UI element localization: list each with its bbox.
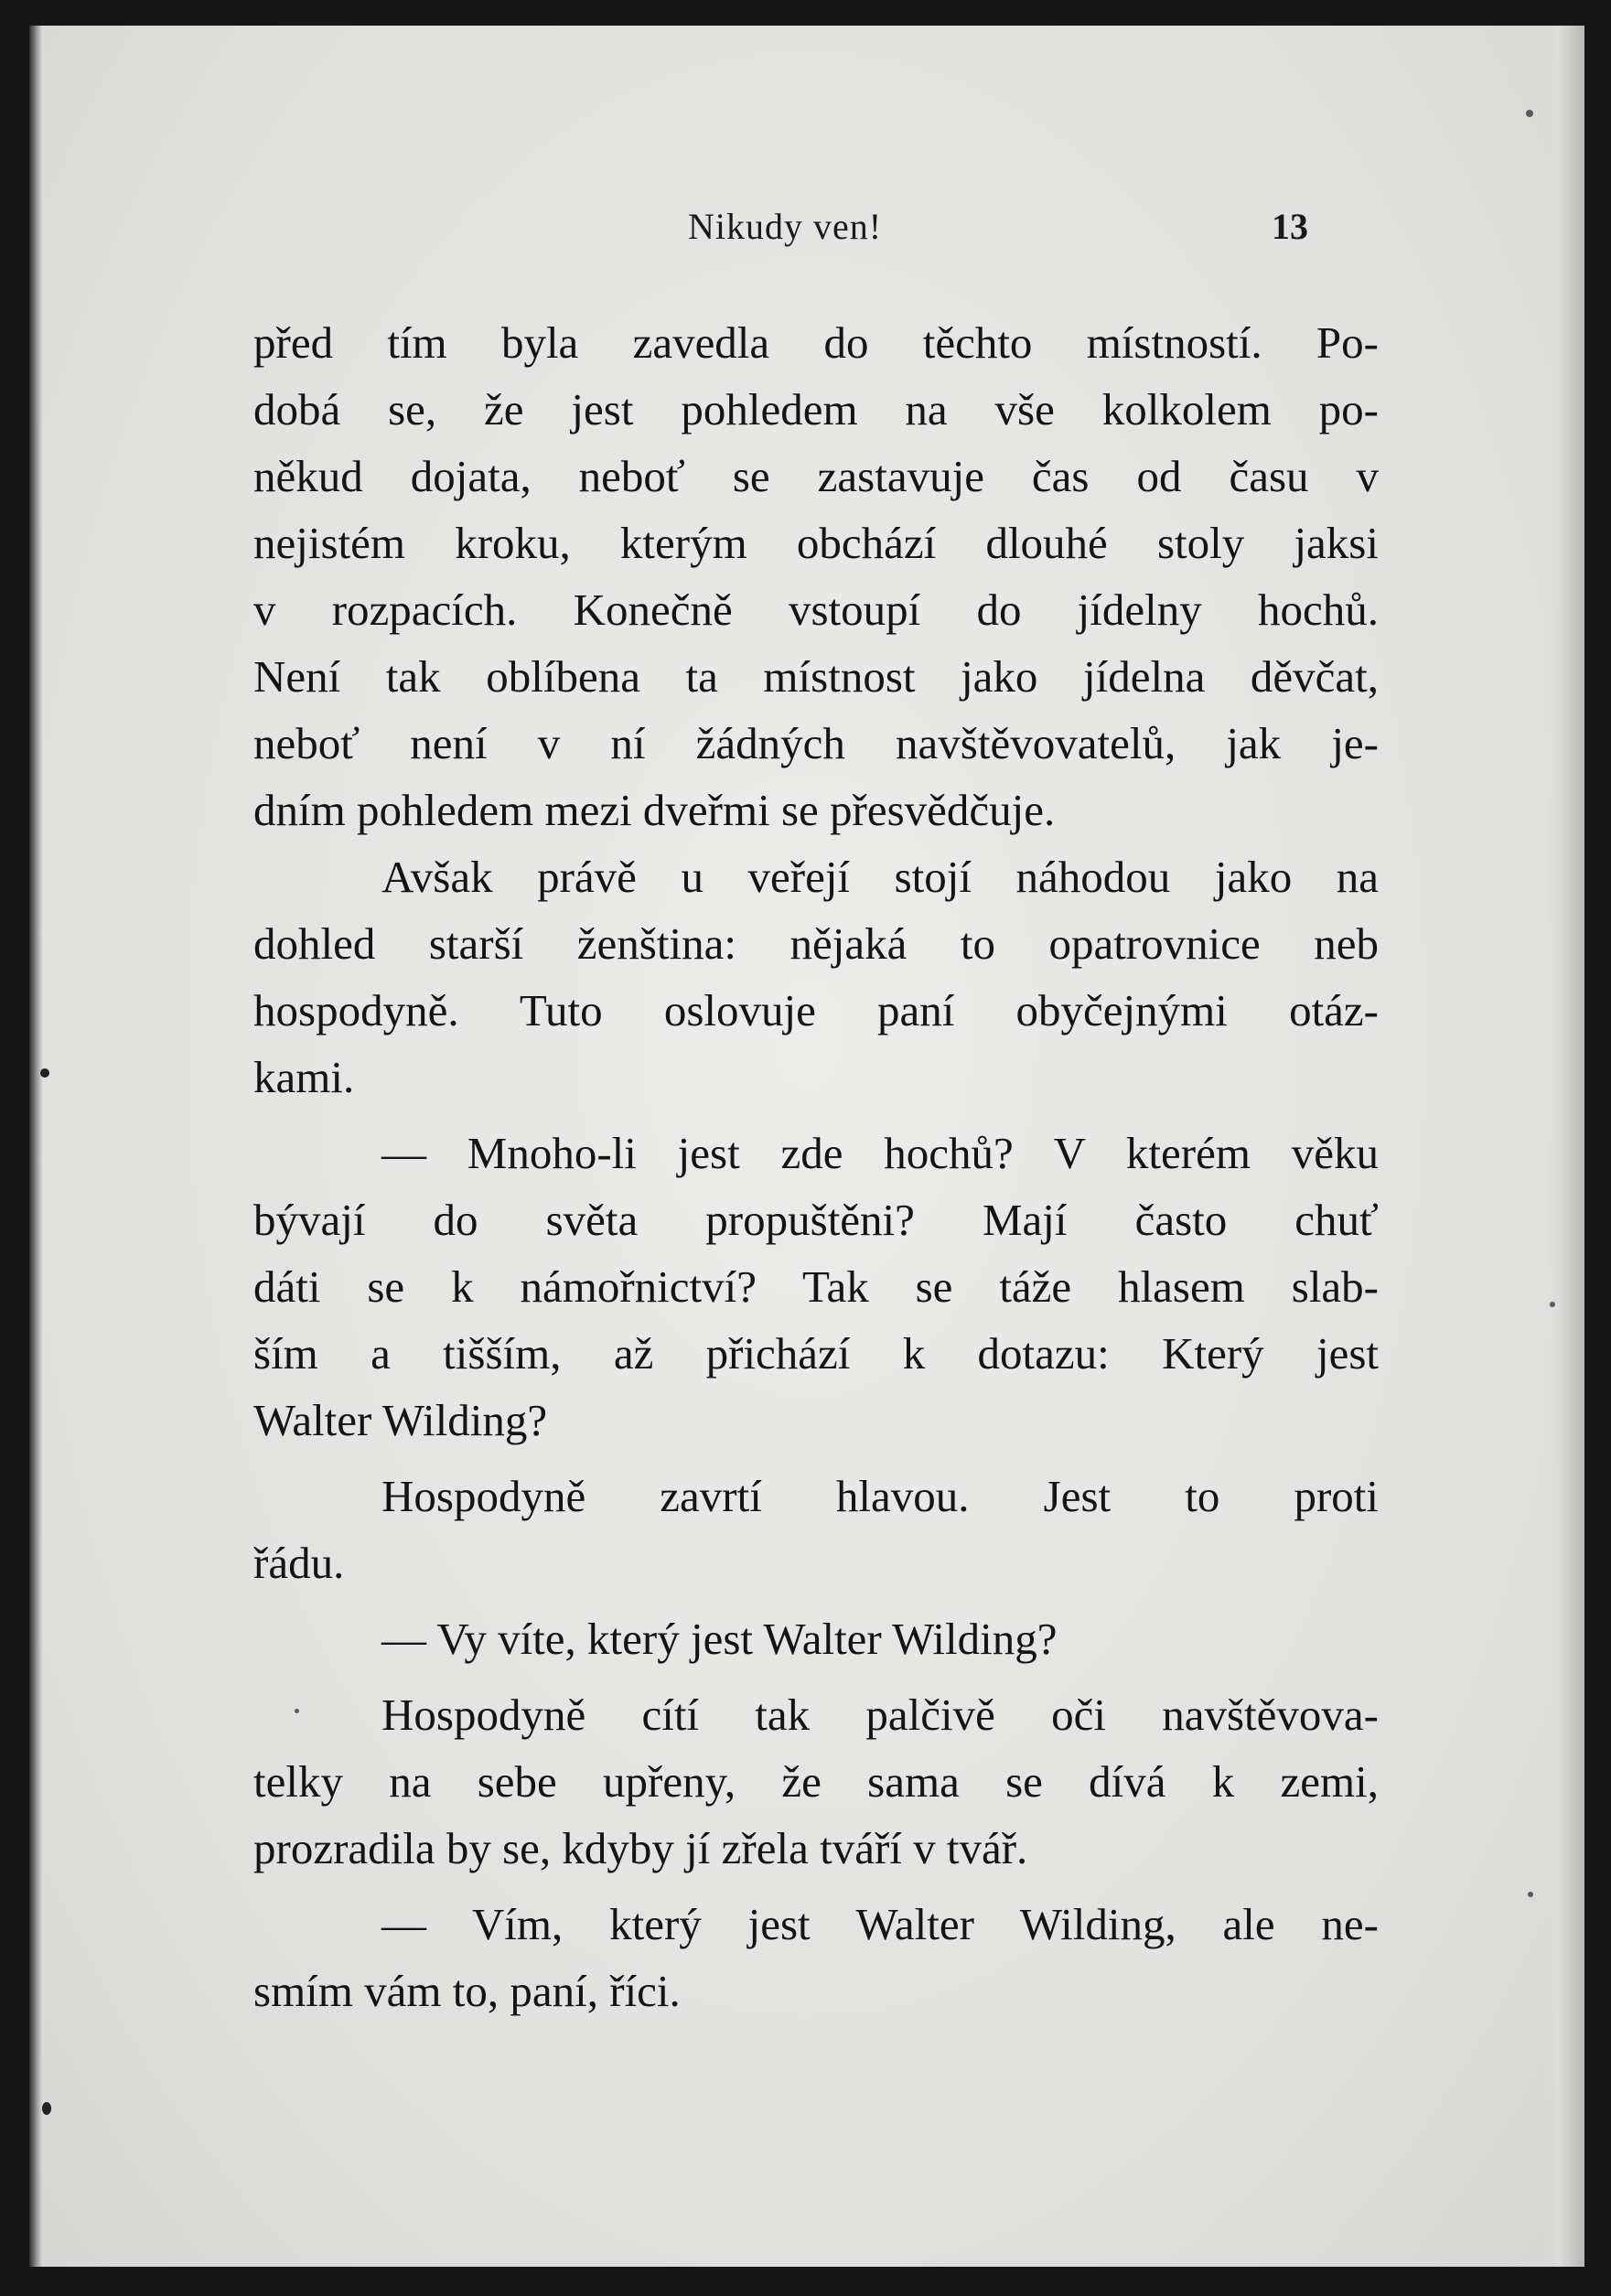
- text-line: Hospodyně cítí tak palčivě oči navštěvova-: [381, 1690, 1379, 1740]
- text-line: ším a tišším, až přichází k dotazu: Který jest: [253, 1328, 1379, 1379]
- text-line: dohled starší ženština: nějaká to opatrovnice neb: [253, 918, 1379, 969]
- page-header: [29, 205, 1584, 260]
- text-line: řádu.: [253, 1538, 345, 1588]
- text-line: — Vím, který jest Walter Wilding, ale ne-: [381, 1899, 1379, 1949]
- text-line: Avšak právě u veřejí stojí náhodou jako na: [381, 852, 1379, 902]
- text-line: Hospodyně zavrtí hlavou. Jest to proti: [381, 1471, 1379, 1521]
- text-line: Walter Wilding?: [253, 1395, 548, 1445]
- ink-speck: [40, 1068, 49, 1078]
- ink-speck: [1550, 1302, 1555, 1307]
- text-line: — Vy víte, který jest Walter Wilding?: [381, 1614, 1058, 1664]
- body-text: [253, 309, 1379, 2024]
- page-left-edge: [29, 26, 42, 2267]
- text-line: dáti se k námořnictví? Tak se táže hlasem slab-: [253, 1261, 1379, 1312]
- ink-speck: [1528, 1892, 1533, 1897]
- text-line: bývají do světa propuštěni? Mají často chuť: [253, 1195, 1379, 1245]
- text-line: Není tak oblíbena ta místnost jako jídelna děvčat,: [253, 651, 1379, 702]
- text-line: neboť není v ní žádných navštěvovatelů, jak je-: [253, 718, 1379, 768]
- text-line: — Mnoho-li jest zde hochů? V kterém věku: [381, 1128, 1379, 1178]
- ink-speck: [42, 2102, 51, 2115]
- text-line: dním pohledem mezi dveřmi se přesvědčuje.: [253, 785, 1056, 835]
- text-line: prozradila by se, kdyby jí zřela tváří v tvář.: [253, 1823, 1028, 1873]
- text-line: nejistém kroku, kterým obchází dlouhé stoly jaksi: [253, 518, 1379, 568]
- book-page: [29, 26, 1584, 2267]
- text-line: před tím byla zavedla do těchto místností. Po-: [253, 317, 1379, 368]
- running-title: Nikudy ven!: [688, 206, 883, 247]
- ink-speck: [295, 1709, 299, 1713]
- text-line: hospodyně. Tuto oslovuje paní obyčejnými otáz-: [253, 985, 1379, 1035]
- text-line: telky na sebe upřeny, že sama se dívá k zemi,: [253, 1756, 1379, 1807]
- text-line: někud dojata, neboť se zastavuje čas od času v: [253, 451, 1379, 501]
- text-line: smím vám to, paní, říci.: [253, 1966, 681, 2016]
- page-right-edge: [1548, 26, 1584, 2267]
- page-number: 13: [1272, 206, 1308, 247]
- ink-speck: [1526, 110, 1533, 117]
- text-line: v rozpacích. Konečně vstoupí do jídelny hochů.: [253, 585, 1379, 635]
- text-line: dobá se, že jest pohledem na vše kolkolem po-: [253, 384, 1379, 435]
- text-line: kami.: [253, 1052, 355, 1102]
